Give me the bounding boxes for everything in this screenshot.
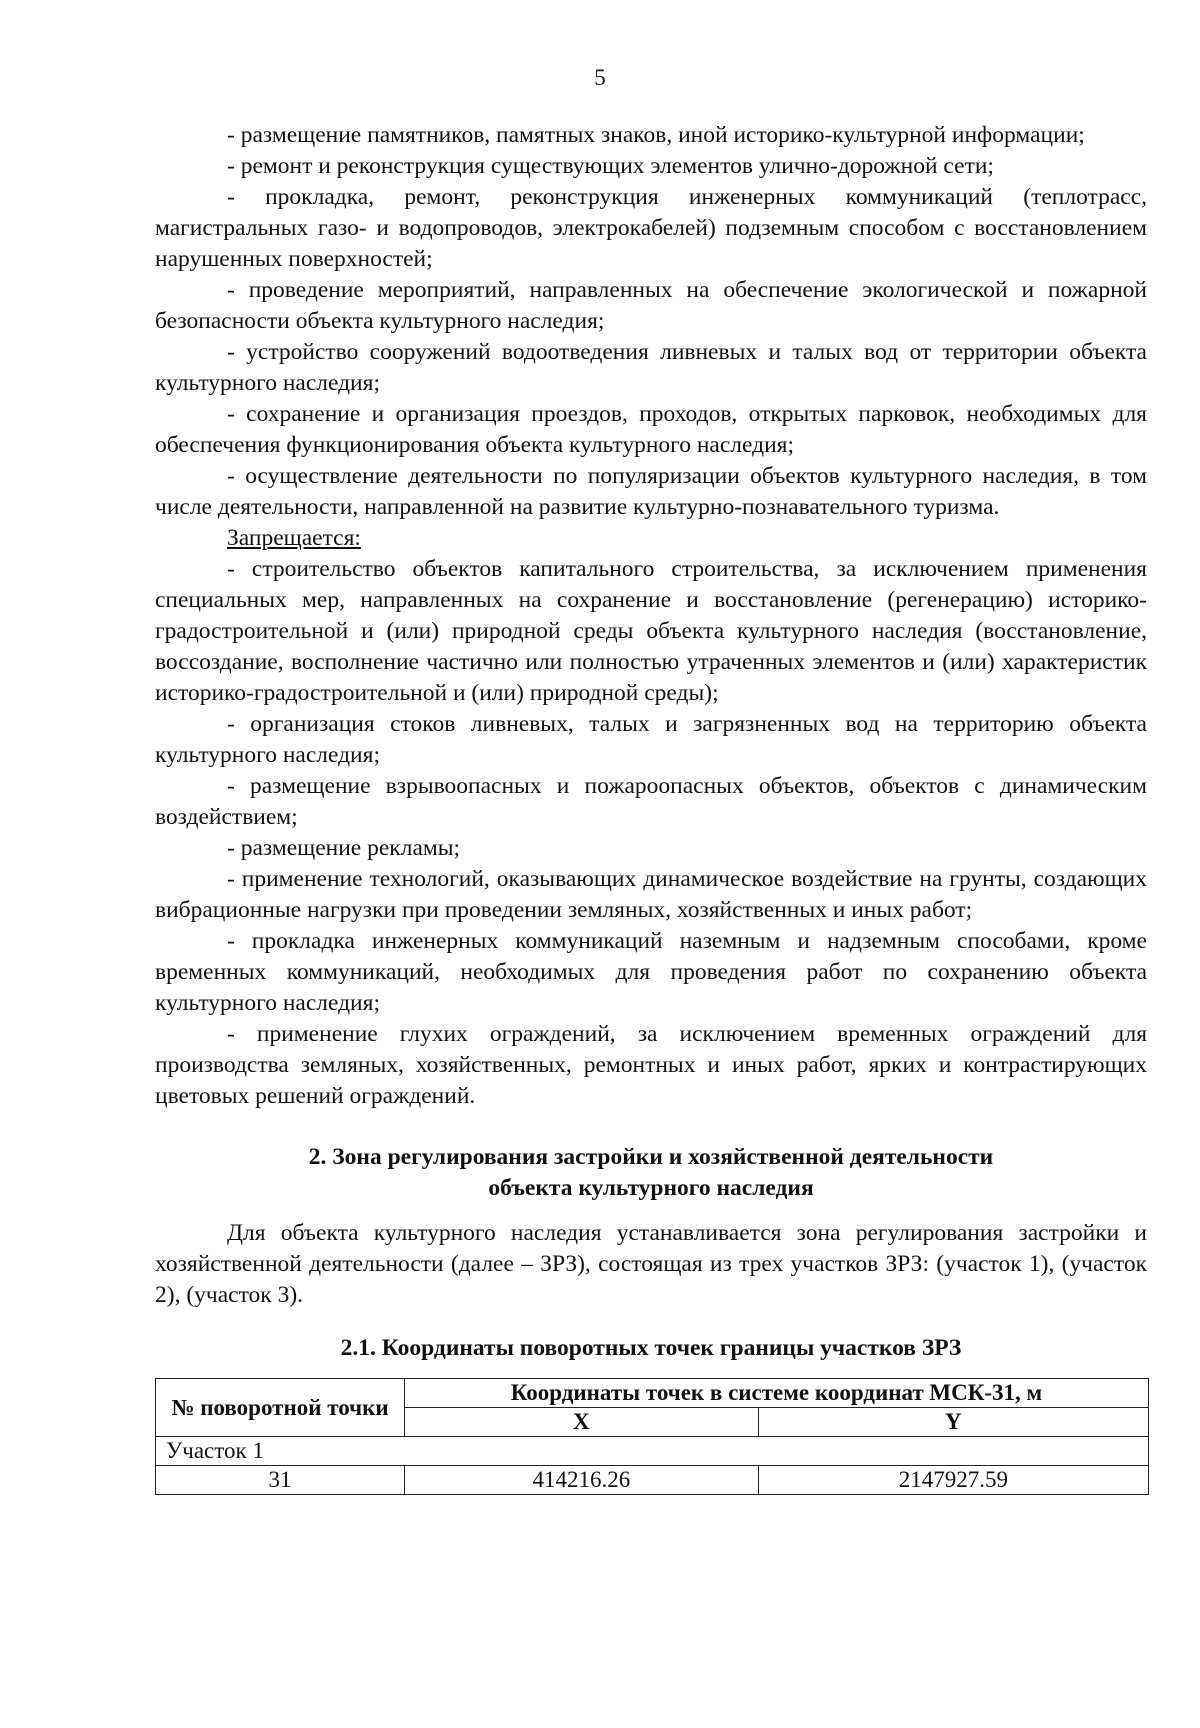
permitted-list <box>155 120 1147 523</box>
list-item: - применение технологий, оказывающих динамическое воздействие на грунты, создающих вибрационные нагрузки при проведении земляных, хозяйственных и иных работ; <box>155 866 1147 923</box>
list-item: - размещение памятников, памятных знаков, иной историко-культурной информации; <box>227 122 1085 148</box>
subsection-heading: 2.1. Координаты поворотных точек границы участков ЗРЗ <box>340 1335 962 1361</box>
list-item: - прокладка инженерных коммуникаций наземным и надземным способами, кроме временных коммуникаций, необходимых для проведения работ по сохранению объекта культурного наследия; <box>155 928 1147 1016</box>
list-item: - применение глухих ограждений, за исключением временных ограждений для производства земляных, хозяйственных, ремонтных и иных работ, ярких и контрастирующих цветовых решений ограждений. <box>155 1021 1147 1109</box>
list-item: - размещение рекламы; <box>227 835 461 861</box>
header-point-number: № поворотной точки <box>156 1379 405 1437</box>
table-section-row <box>156 1437 1149 1466</box>
section-heading-line1: 2. Зона регулирования застройки и хозяйственной деятельности <box>308 1144 994 1170</box>
coordinates-table <box>155 1378 1149 1495</box>
prohibited-list <box>155 554 1147 1112</box>
table-row <box>156 1466 1149 1495</box>
list-item: - размещение взрывоопасных и пожароопасных объектов, объектов с динамическим воздействием; <box>155 773 1147 830</box>
list-item: - осуществление деятельности по популяризации объектов культурного наследия, в том числе деятельности, направленной на развитие культурно-познавательного туризма. <box>155 463 1147 520</box>
point-cell: 31 <box>156 1466 405 1495</box>
document-body <box>155 120 1147 1495</box>
prohibited-heading: Запрещается: <box>227 525 361 551</box>
header-x: X <box>405 1408 759 1437</box>
list-item: - устройство сооружений водоотведения ливневых и талых вод от территории объекта культурного наследия; <box>155 339 1147 396</box>
section-heading <box>155 1142 1147 1204</box>
page-number: 5 <box>594 65 606 90</box>
list-item: - сохранение и организация проездов, проходов, открытых парковок, необходимых для обеспечения функционирования объекта культурного наследия; <box>155 401 1147 458</box>
section-paragraph: Для объекта культурного наследия устанавливается зона регулирования застройки и хозяйственной деятельности (далее – ЗРЗ), состоящая из трех участков ЗРЗ: (участок 1), (участок 2), (участок 3). <box>155 1220 1147 1308</box>
section-heading-line2: объекта культурного наследия <box>488 1175 814 1201</box>
y-cell: 2147927.59 <box>758 1466 1148 1495</box>
header-coordinates: Координаты точек в системе координат МСК-31, м <box>405 1379 1149 1408</box>
list-item: - строительство объектов капитального строительства, за исключением применения специальных мер, направленных на сохранение и восстановление (регенерацию) историко-градостроительной и (или) природной среды объекта культурного наследия (восстановление, воссоздание, восполнение частично или полностью утраченных элементов и (или) характеристик историко-градостроительной и (или) природной среды); <box>155 556 1147 706</box>
list-item: - ремонт и реконструкция существующих элементов улично-дорожной сети; <box>227 153 994 179</box>
section-label: Участок 1 <box>156 1437 1149 1466</box>
list-item: - проведение мероприятий, направленных на обеспечение экологической и пожарной безопасности объекта культурного наследия; <box>155 277 1147 334</box>
list-item: - организация стоков ливневых, талых и загрязненных вод на территорию объекта культурного наследия; <box>155 711 1147 768</box>
header-y: Y <box>758 1408 1148 1437</box>
list-item: - прокладка, ремонт, реконструкция инженерных коммуникаций (теплотрасс, магистральных газо- и водопроводов, электрокабелей) подземным способом с восстановлением нарушенных поверхностей; <box>155 184 1147 272</box>
x-cell: 414216.26 <box>405 1466 759 1495</box>
